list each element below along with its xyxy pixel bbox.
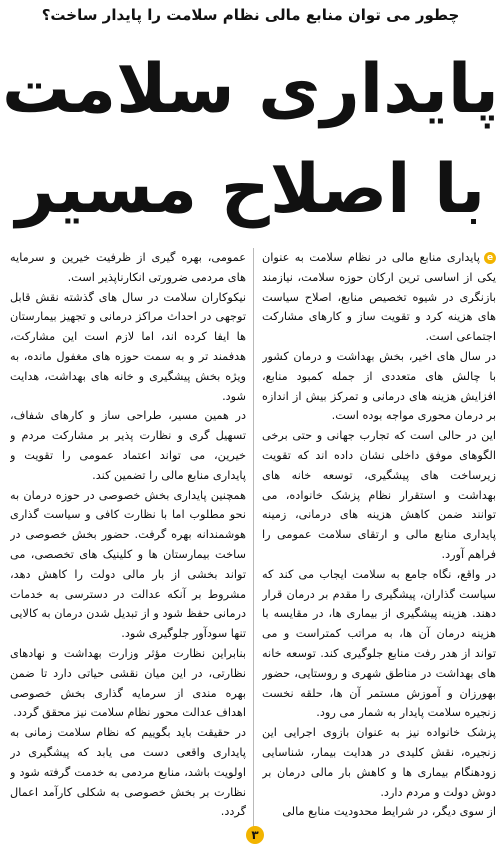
article-column-right [262,248,496,840]
paragraph: از سوی دیگر، در شرایط محدودیت منابع مالی [282,805,496,819]
article-start-mark: e [484,252,496,264]
headline-line-1: پایداری سلامت [2,50,499,129]
article-column-left [10,248,246,840]
paragraph: در حقیقت باید بگوییم که نظام سلامت زمانی به پایداری واقعی دست می یابد که پیشگیری در اولویت باشد، منابع مردمی به خدمت گرفته شود و نظارت بر بخش خصوصی به شکلی کارآمد اعمال گردد. [10,726,246,819]
paragraph: بنابراین نظارت مؤثر وزارت بهداشت و نهادهای نظارتی، در این میان نقشی حیاتی دارد تا ضمن بهره مندی از سرمایه گذاری بخش خصوصی اهداف عدالت محور نظام سلامت نیز محقق گردد. [10,646,246,720]
paragraph: در واقع، نگاه جامع به سلامت ایجاب می کند که سیاست گذاران، پیشگیری را مقدم بر درمان قرار دهند. هزینه پیشگیری از بیماری ها، در مقایسه با هزینه درمان آن ها، به مراتب کمتراست و می تواند از هدر رفت منابع جلوگیری کند. توسعه خانه های بهداشت در مناطق شهری و روستایی، حضور بهورزان و آموزش مستمر آن ها، حلقه نخست زنجیره سلامت پایدار به شمار می رود. [262,567,496,720]
paragraph: این در حالی است که تجارب جهانی و حتی برخی الگوهای موفق داخلی نشان داده اند که تقویت زیرساخت های پیشگیری، توسعه خانه های بهداشت و استقرار نظام پزشک خانواده، می توانند ضمن کاهش هزینه های درمانی، زمینه پایداری منابع مالی و ارتقای سلامت عمومی را فراهم آورد. [262,429,496,561]
headline-line-2: با اصلاح مسیر [15,150,486,229]
paragraph: در همین مسیر، طراحی ساز و کارهای شفاف، تسهیل گری و نظارت پذیر بر مشارکت مردم و خیرین، می تواند اعتماد عمومی را تقویت و پایداری منابع مالی را تضمین کند. [10,409,246,482]
page-number-badge: ۳ [246,826,264,844]
paragraph: نیکوکاران سلامت در سال های گذشته نقش قابل توجهی در احداث مراکز درمانی و تجهیز بیمارستان ها ایفا کرده اند، اما لازم است این مشارکت، هدفمند تر و به سمت حوزه های مغفول مانده، به ویژه بخش پیشگیری و خانه های بهداشت، هدایت شود. [10,290,246,403]
article-kicker: چطور می توان منابع مالی نظام سلامت را پایدار ساخت؟ [41,6,460,24]
paragraph: در سال های اخیر، بخش بهداشت و درمان کشور با چالش های متعددی از جمله کمبود منابع، افزایش هزینه های درمانی و تمرکز بیش از اندازه بر درمان محوری مواجه بوده است. [262,349,496,423]
paragraph: عمومی، بهره گیری از ظرفیت خیرین و سرمایه های مردمی ضرورتی انکارناپذیر است. [10,251,246,284]
paragraph: همچنین پایداری بخش خصوصی در حوزه درمان به نحو مطلوب اما با نظارت کافی و سیاست گذاری هوشمندانه بهره گرفت. حضور بخش خصوصی در ساخت بیمارستان ها و کلینیک های تخصصی، می تواند بخشی از بار مالی دولت را کاهش دهد، مشروط بر آنکه عدالت در دسترسی به خدمات درمانی حفظ شود و از تبدیل شدن درمان به کالایی تنها سودآور جلوگیری شود. [10,488,246,641]
paragraph: پزشک خانواده نیز به عنوان بازوی اجرایی این زنجیره، نقش کلیدی در هدایت بیمار، شناسایی زودهنگام بیماری ها و کاهش بار مالی درمان بر دوش دولت و مردم دارد. [262,726,496,799]
column-divider [253,248,254,838]
paragraph: پایداری منابع مالی در نظام سلامت به عنوان یکی از اساسی ترین ارکان حوزه سلامت، نیازمند بازنگری در شیوه تخصیص منابع، اصلاح سیاست های هزینه کرد و تقویت ساز و کارهای مشارکت اجتماعی است. [262,251,496,344]
